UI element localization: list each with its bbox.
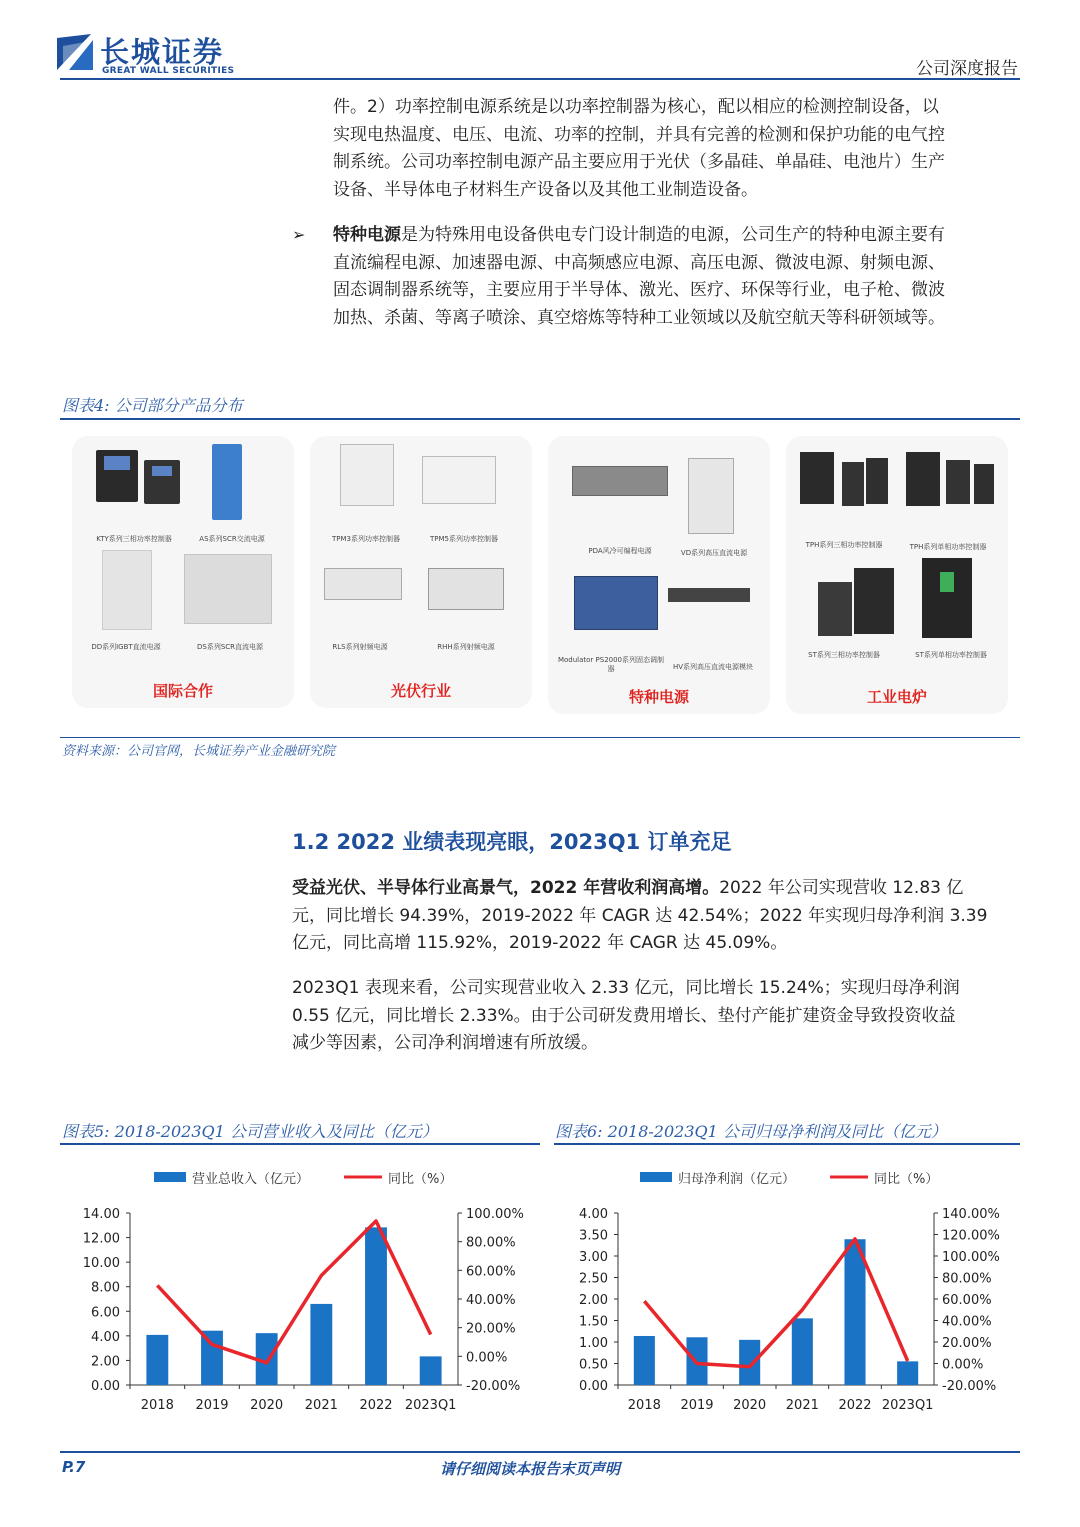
product-label: PDA风冷可编程电源 (588, 547, 652, 555)
text-line: 直流编程电源、加速器电源、中高频感应电源、高压电源、微波电源、射频电源、 (333, 252, 945, 273)
y-right-tick-label: 20.00% (466, 1321, 516, 1337)
text-line: 元，同比增长 94.39%，2019-2022 年 CAGR 达 42.54%；2022 年实现归母净利润 3.39 (292, 905, 988, 926)
footer-divider (60, 1451, 1020, 1453)
net-profit-chart (554, 1150, 1020, 1430)
text-line: 亿元，同比高增 115.92%，2019-2022 年 CAGR 达 45.09%。 (292, 933, 788, 953)
product-image (340, 444, 394, 506)
y-right-tick-label: 80.00% (466, 1235, 516, 1251)
product-panel-furnace (786, 436, 1008, 714)
text-line: 减少等因素，公司净利润增速有所放缓。 (292, 1033, 598, 1053)
product-image (102, 550, 152, 630)
product-image (906, 452, 940, 506)
text-line: 固态调制器系统等，主要应用于半导体、激光、医疗、环保等行业，电子枪、微波 (333, 280, 945, 300)
product-image (96, 450, 138, 502)
bar (897, 1361, 918, 1385)
revenue-chart (60, 1150, 540, 1430)
text-line: 0.55 亿元，同比增长 2.33%。由于公司研发费用增长、垫付产能扩建资金导致投资收益 (292, 1005, 956, 1026)
y-right-tick-label: 60.00% (942, 1293, 992, 1308)
y-left-tick-label: 4.00 (579, 1207, 608, 1222)
y-right-tick-label: -20.00% (466, 1379, 521, 1394)
product-label: HV系列高压直流电源模块 (672, 663, 754, 671)
product-image (854, 568, 894, 634)
product-label: RLS系列射频电源 (332, 643, 388, 651)
product-label: AS系列SCR交流电源 (199, 535, 265, 543)
x-tick-label: 2019 (680, 1398, 714, 1413)
company-name-cn: 长城证券 (100, 35, 225, 69)
product-image (974, 464, 994, 504)
yoy-line (157, 1221, 430, 1363)
product-label: DD系列IGBT直流电源 (91, 643, 161, 651)
x-tick-label: 2021 (304, 1398, 338, 1413)
product-label: DS系列SCR直流电源 (196, 643, 264, 651)
special-power-term: 特种电源 (333, 225, 401, 245)
chart6-caption: 图表6: 2018-2023Q1 公司归母净利润及同比（亿元） (555, 1122, 947, 1141)
y-right-tick-label: 40.00% (942, 1314, 992, 1330)
figure4-caption: 图表4: 公司部分产品分布 (62, 396, 243, 415)
y-left-tick-label: 2.00 (579, 1293, 608, 1308)
legend-line-label: 同比（%） (388, 1172, 453, 1187)
x-tick-label: 2018 (140, 1398, 174, 1413)
bar (365, 1227, 387, 1385)
y-left-tick-label: 1.50 (579, 1314, 608, 1330)
header-divider (60, 78, 1020, 80)
y-left-tick-label: 8.00 (91, 1280, 120, 1296)
product-label: TPM5系列功率控制器 (430, 535, 498, 543)
company-name-en: GREAT WALL SECURITIES (102, 66, 235, 76)
product-label: TPH系列单相功率控制器 (909, 543, 987, 551)
product-image (668, 588, 750, 602)
y-right-tick-label: 0.00% (466, 1350, 508, 1366)
bar (146, 1335, 168, 1385)
text-line: 实现电热温度、电压、电流、功率的控制，并具有完善的检测和保护功能的电气控 (333, 124, 945, 145)
product-image (212, 444, 242, 520)
product-image (818, 582, 852, 636)
product-image (574, 576, 658, 630)
legend-line-label: 同比（%） (874, 1172, 939, 1187)
product-panel-pv (310, 436, 532, 708)
bar (420, 1356, 442, 1385)
text-line: 制系统。公司功率控制电源产品主要应用于光伏（多晶硅、单晶硅、电池片）生产 (333, 152, 945, 172)
y-right-tick-label: 60.00% (466, 1264, 516, 1280)
section-title: 1.2 2022 业绩表现亮眼，2023Q1 订单充足 (292, 830, 732, 854)
intro-paragraph (333, 94, 1033, 204)
y-left-tick-label: 4.00 (91, 1329, 120, 1345)
product-image (324, 568, 402, 600)
y-right-tick-label: 80.00% (942, 1271, 992, 1287)
product-image (144, 460, 180, 504)
y-right-tick-label: 20.00% (942, 1336, 992, 1351)
footer-disclaimer: 请仔细阅读本报告末页声明 (440, 1460, 621, 1478)
chart6-top-rule (554, 1143, 1020, 1145)
product-label: TPH系列三相功率控制器 (805, 541, 883, 549)
y-left-tick-label: 3.00 (579, 1250, 608, 1265)
product-image (946, 460, 970, 504)
category-label: 特种电源 (628, 688, 689, 706)
product-label: TPM3系列功率控制器 (332, 535, 400, 543)
x-tick-label: 2023Q1 (881, 1398, 934, 1413)
text-line (333, 222, 1033, 250)
text-span: 是为特殊用电设备供电专门设计制造的电源，公司生产的特种电源主要有 (401, 225, 945, 245)
product-label: KTY系列三相功率控制器 (96, 535, 172, 543)
legend-bar-label: 归母净利润（亿元） (678, 1172, 796, 1187)
x-tick-label: 2020 (733, 1398, 767, 1413)
product-label: Modulator PS2000系列固态调制器 (557, 656, 665, 673)
y-left-tick-label: 14.00 (82, 1207, 120, 1222)
y-left-tick-label: 6.00 (91, 1305, 120, 1321)
x-tick-label: 2021 (785, 1398, 819, 1413)
yoy-line (644, 1239, 907, 1367)
category-label: 工业电炉 (866, 688, 927, 706)
x-tick-label: 2018 (627, 1398, 661, 1413)
figure4-source: 资料来源：公司官网，长城证券产业金融研究院 (62, 744, 336, 759)
product-image (572, 466, 668, 496)
y-left-tick-label: 1.00 (579, 1336, 608, 1351)
text-line: 加热、杀菌、等离子喷涂、真空熔炼等特种工业领域以及航空航天等科研领域等。 (333, 307, 945, 328)
bar (739, 1340, 760, 1385)
product-label: ST系列三相功率控制器 (808, 651, 880, 659)
product-image (428, 568, 504, 610)
product-image (422, 456, 496, 504)
y-left-tick-label: 12.00 (82, 1231, 120, 1247)
bullet-arrow-icon: ➢ (292, 225, 306, 244)
y-right-tick-label: 40.00% (466, 1293, 516, 1308)
product-panel-intl (72, 436, 294, 708)
text-line: 2023Q1 表现来看，公司实现营业收入 2.33 亿元，同比增长 15.24%；实现归母净利润 (292, 978, 960, 998)
product-image (866, 458, 888, 504)
y-right-tick-label: 120.00% (942, 1228, 1000, 1244)
y-left-tick-label: 0.00 (91, 1379, 120, 1394)
product-image (922, 558, 972, 638)
bar (201, 1331, 223, 1385)
x-tick-label: 2022 (359, 1398, 393, 1413)
legend-bar-swatch (154, 1172, 186, 1182)
y-right-tick-label: 100.00% (466, 1207, 524, 1222)
chart5-top-rule (60, 1143, 540, 1145)
product-label: ST系列单相功率控制器 (915, 651, 987, 659)
y-right-tick-label: 0.00% (942, 1357, 984, 1373)
product-label: VD系列高压直流电源 (680, 549, 748, 557)
chart5-caption: 图表5: 2018-2023Q1 公司营业收入及同比（亿元） (62, 1122, 438, 1141)
text-line: 设备、半导体电子材料生产设备以及其他工业制造设备。 (333, 179, 758, 200)
product-image (800, 452, 834, 504)
product-label: RHH系列射频电源 (437, 643, 495, 651)
legend-bar-swatch (640, 1172, 672, 1182)
y-left-tick-label: 2.50 (579, 1271, 608, 1287)
text-line (292, 875, 1032, 903)
product-image (184, 554, 272, 624)
text-span: 2022 年公司实现营收 12.83 亿 (719, 878, 964, 898)
x-tick-label: 2022 (838, 1398, 872, 1413)
bar (310, 1304, 332, 1385)
y-left-tick-label: 10.00 (82, 1256, 120, 1272)
page-number: P.7 (62, 1458, 86, 1476)
report-type: 公司深度报告 (916, 59, 1018, 79)
x-tick-label: 2020 (250, 1398, 284, 1413)
y-right-tick-label: -20.00% (942, 1379, 997, 1394)
bar (634, 1336, 655, 1385)
logo-mark-icon (55, 32, 95, 72)
bar (792, 1318, 813, 1385)
x-tick-label: 2019 (195, 1398, 229, 1413)
product-panel-special (548, 436, 770, 714)
product-image (688, 458, 734, 534)
bar (844, 1239, 865, 1385)
product-image (842, 462, 864, 506)
category-label: 国际合作 (152, 682, 213, 700)
y-left-tick-label: 0.00 (579, 1379, 608, 1394)
legend-bar-label: 营业总收入（亿元） (192, 1172, 310, 1187)
y-left-tick-label: 3.50 (579, 1228, 608, 1244)
figure4-bottom-rule (60, 737, 1020, 738)
special-power-paragraph (333, 222, 1033, 332)
section-paragraph-2 (292, 975, 1032, 1058)
lead-sentence: 受益光伏、半导体行业高景气，2022 年营收利润高增。 (292, 878, 720, 898)
y-right-tick-label: 140.00% (942, 1207, 1000, 1222)
figure4-top-rule (60, 418, 1020, 420)
section-paragraph-1 (292, 875, 1032, 958)
text-line: 件。2）功率控制电源系统是以功率控制器为核心，配以相应的检测控制设备，以 (333, 97, 939, 117)
y-left-tick-label: 2.00 (91, 1354, 120, 1370)
category-label: 光伏行业 (390, 682, 451, 700)
y-right-tick-label: 100.00% (942, 1250, 1000, 1265)
y-left-tick-label: 0.50 (579, 1357, 608, 1373)
x-tick-label: 2023Q1 (404, 1398, 457, 1413)
